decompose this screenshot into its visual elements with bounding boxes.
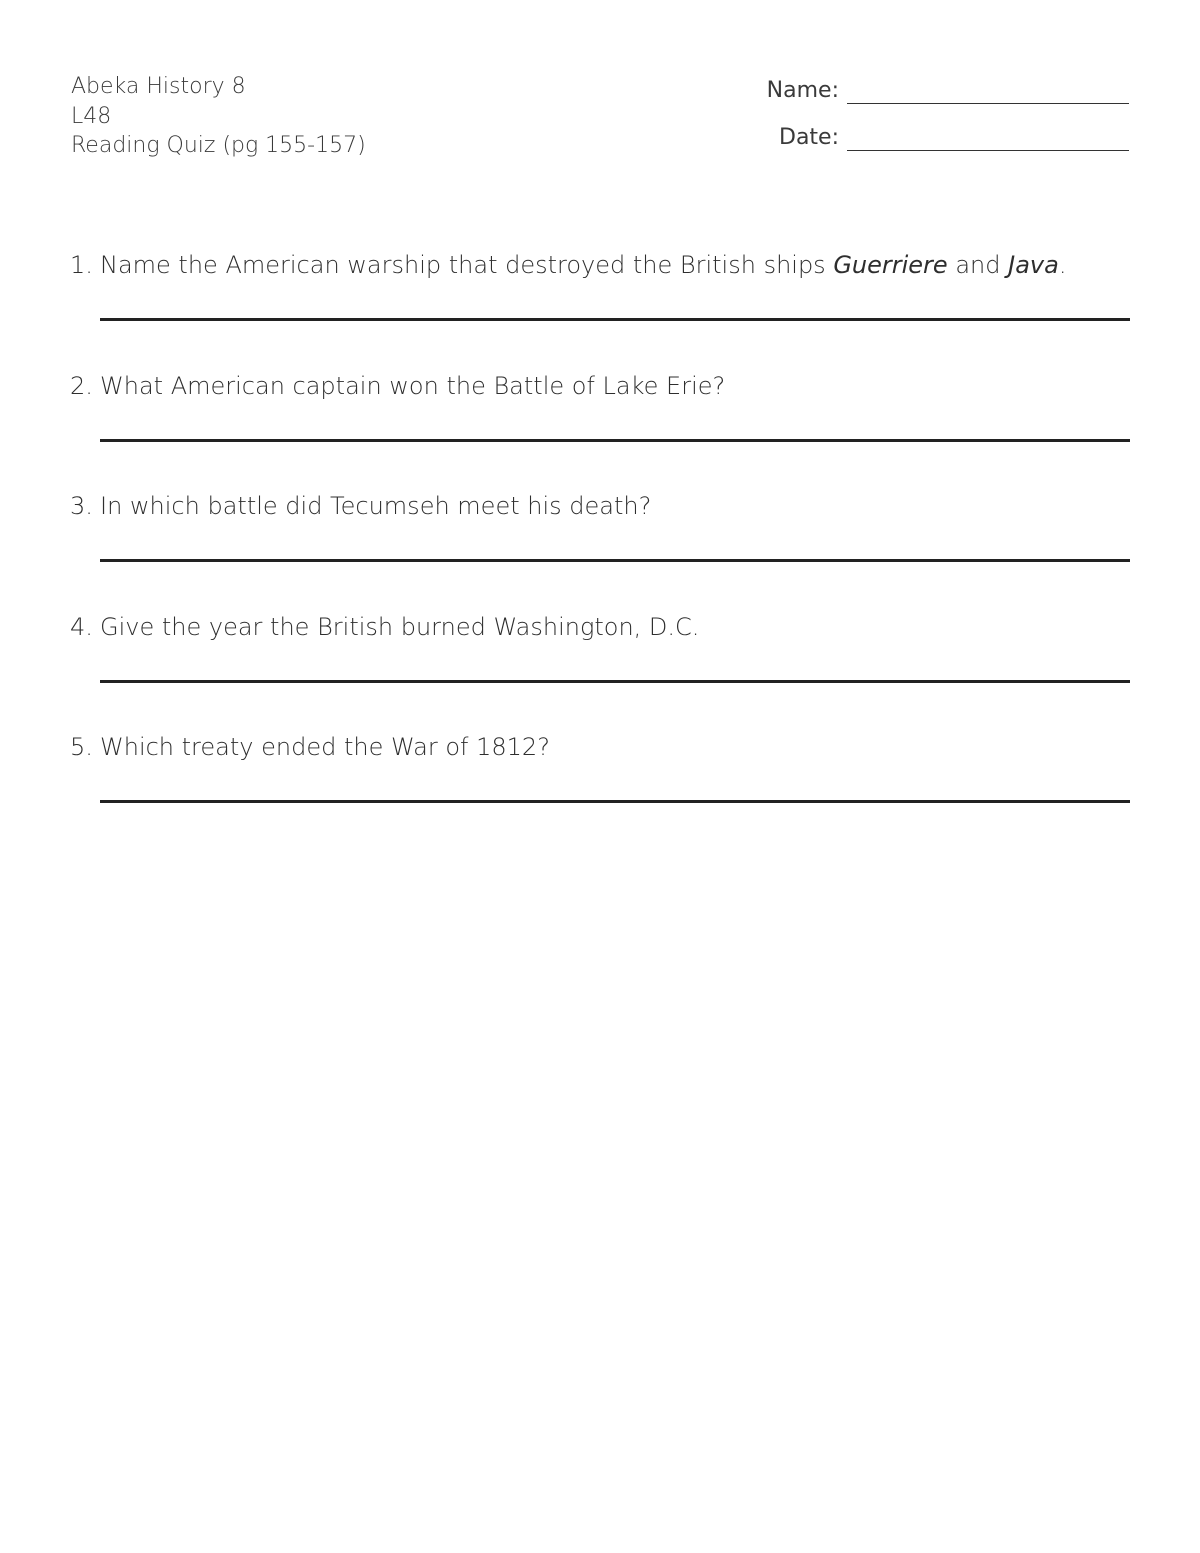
date-label: Date: (779, 125, 839, 150)
name-label: Name: (766, 78, 839, 103)
question-text (70, 248, 1130, 282)
question-1 (70, 248, 1130, 369)
question-number: 1. (70, 251, 93, 279)
ship-name-java: Java (1008, 251, 1059, 279)
question-text-part: What American captain won the Battle of Lake Erie? (100, 371, 726, 400)
quiz-title: Reading Quiz (pg 155-157) (71, 133, 366, 158)
question-5 (70, 730, 1130, 851)
quiz-header (71, 72, 366, 161)
question-text-part: Give the year the British burned Washington, D.C. (100, 612, 700, 641)
course-title: Abeka History 8 (71, 74, 246, 99)
question-number: 5. (70, 733, 93, 761)
question-text-part: In which battle did Tecumseh meet his death? (100, 492, 652, 520)
answer-line[interactable] (100, 318, 1130, 321)
answer-line[interactable] (100, 439, 1130, 442)
name-blank-line[interactable] (847, 79, 1129, 104)
question-number: 3. (70, 492, 93, 520)
name-field (767, 78, 1129, 104)
question-text (70, 489, 1130, 523)
answer-line[interactable] (100, 680, 1130, 683)
lesson-number: L48 (71, 103, 112, 129)
answer-line[interactable] (100, 800, 1130, 803)
question-text (70, 730, 1130, 764)
question-text (70, 369, 1130, 403)
answer-line[interactable] (100, 559, 1130, 562)
question-number: 4. (70, 612, 93, 641)
question-text-part: Name the American warship that destroyed the British ships (100, 251, 834, 279)
question-list (70, 248, 1130, 851)
question-text-part: . (1058, 251, 1067, 279)
question-text-part: Which treaty ended the War of 1812? (100, 733, 550, 761)
question-2 (70, 369, 1130, 490)
date-blank-line[interactable] (847, 126, 1129, 151)
question-4 (70, 610, 1130, 731)
question-text-part: and (947, 251, 1009, 279)
date-field (779, 125, 1129, 151)
question-text (70, 610, 1130, 644)
question-3 (70, 489, 1130, 610)
question-number: 2. (70, 371, 93, 400)
ship-name-guerriere: Guerriere (833, 251, 948, 279)
